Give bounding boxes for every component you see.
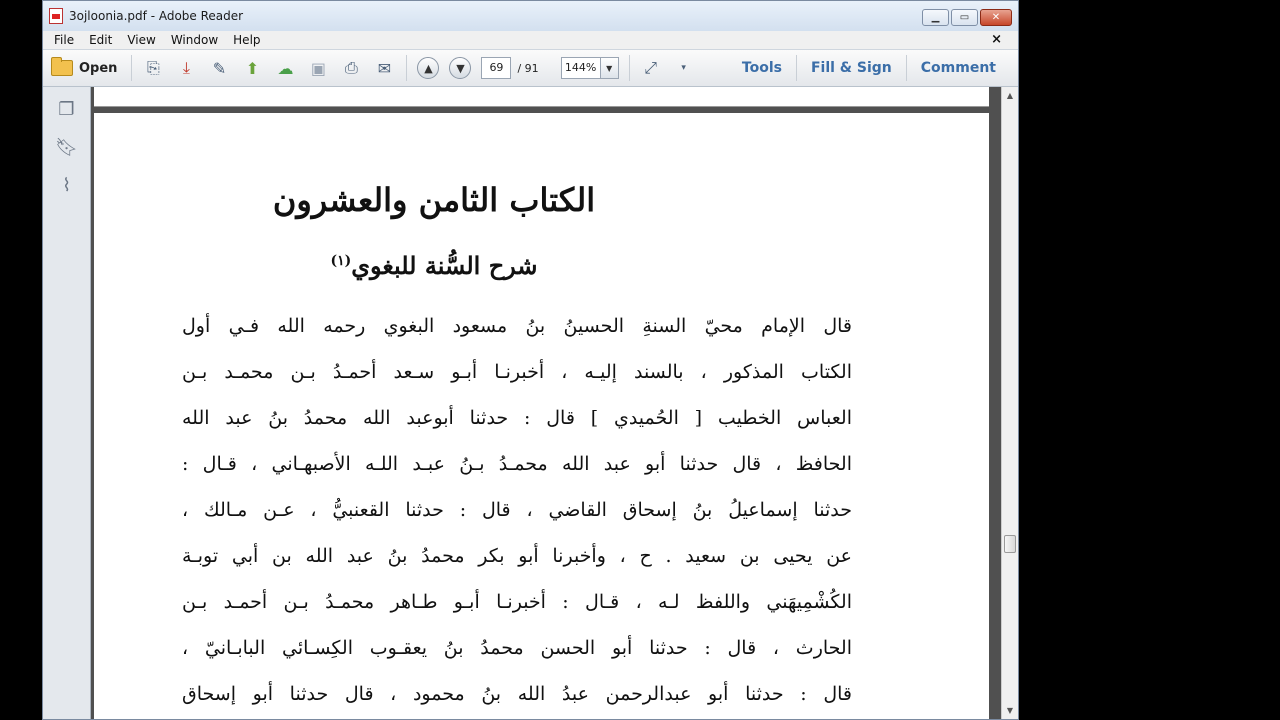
maximize-button[interactable] (951, 9, 978, 26)
adobe-reader-window (42, 0, 1019, 720)
comment-button[interactable]: Comment (906, 55, 1010, 81)
toolbar-divider (629, 55, 630, 81)
minimize-icon: ▁ (931, 12, 940, 23)
menu-view[interactable]: View (127, 33, 156, 47)
export-pdf-icon[interactable]: ⤓ (182, 58, 190, 77)
tools-button[interactable]: Tools (741, 60, 782, 76)
text-line: الحافظ ، قال حدثنا أبو عبد الله محمـدُ بـنُ عبـد اللـه الأصبهـاني ، قـال : (182, 453, 852, 475)
text-line: الحارث ، قال : حدثنا أبو الحسن محمدُ بنُ يعقـوب الكِسـائي البابـانيّ ، (182, 637, 852, 659)
page-title: الكتاب الثامن والعشرون (272, 181, 596, 219)
email-icon[interactable]: ✉ (377, 58, 392, 78)
save-icon[interactable]: ▣ (310, 58, 326, 78)
window-controls (922, 9, 1012, 26)
text-line: الكتاب المذكور ، بالسند إليـه ، أخبرنـا أبـو سـعد أحمـدُ بـن محمـد بـن (182, 361, 852, 383)
task-pane-links (728, 50, 1010, 86)
edit-pdf-icon[interactable]: ✎ (212, 58, 227, 78)
vertical-scrollbar[interactable] (1001, 87, 1018, 719)
zoom-select[interactable] (561, 57, 619, 79)
scroll-down-icon[interactable]: ▼ (1006, 706, 1014, 715)
paperclip-icon[interactable]: ⌇ (62, 174, 71, 196)
toolbar-divider (406, 55, 407, 81)
maximize-icon: ▭ (959, 12, 970, 23)
folder-icon (51, 60, 73, 76)
fit-page-icon[interactable]: ⤢ (644, 58, 658, 77)
arrow-up-icon: ▲ (424, 61, 433, 75)
text-line: الكُشْمِيهَني واللفظ لـه ، قـال : أخبرنـا أبـو طـاهر محمـدُ بـن أحمـد بـن (182, 591, 852, 613)
menu-window[interactable]: Window (170, 33, 219, 47)
bookmark-icon[interactable]: 🔖︎ (55, 136, 78, 158)
document-close-icon[interactable]: × (991, 32, 1002, 47)
close-icon: ✕ (991, 12, 1001, 23)
chevron-down-icon: ▼ (600, 58, 618, 78)
scroll-thumb[interactable] (1004, 535, 1016, 553)
upload-icon[interactable]: ☁ (277, 58, 294, 78)
text-line: عن يحيى بن سعيد . ح ، وأخبرنا أبو بكر محمدُ بنُ عبد الله بن أبي توبـة (182, 545, 852, 567)
previous-page-button[interactable] (417, 57, 439, 79)
previous-page (94, 87, 989, 107)
pages-icon[interactable]: ❐ (58, 98, 75, 120)
toolbar-options-icon[interactable]: ▾ (681, 63, 686, 73)
page-number-input[interactable]: 69 (481, 57, 511, 79)
footnote-marker: (١) (330, 253, 352, 269)
scroll-up-icon[interactable]: ▲ (1006, 91, 1014, 100)
menu-help[interactable]: Help (233, 33, 261, 47)
fill-sign-button[interactable]: Fill & Sign (796, 55, 906, 81)
pdf-file-icon (49, 8, 63, 24)
arrow-down-icon: ▼ (456, 61, 465, 75)
open-label: Open (79, 60, 118, 76)
create-pdf-icon[interactable]: ⎘ (147, 58, 160, 77)
close-button[interactable] (980, 9, 1012, 26)
subtitle-text: شرح السُّنة للبغوي (351, 251, 538, 280)
next-page-button[interactable] (449, 57, 471, 79)
work-area (43, 87, 1018, 719)
pdf-page (94, 113, 989, 719)
text-line: حدثنا إسماعيلُ بنُ إسحاق القاضي ، قال : حدثنا القعنبيُّ ، عـن مـالك ، (182, 499, 852, 521)
body-text (182, 303, 852, 717)
navigation-panel (43, 87, 91, 719)
menu-file[interactable]: File (54, 33, 75, 47)
menu-edit[interactable]: Edit (89, 33, 113, 47)
toolbar (43, 49, 1018, 87)
menu-bar (43, 31, 1018, 49)
page-total: / 91 (517, 61, 539, 75)
window-title: 3ojloonia.pdf - Adobe Reader (69, 9, 244, 23)
minimize-button[interactable] (922, 9, 949, 26)
folder-share-icon[interactable]: ⬆ (245, 58, 260, 78)
text-line: قال الإمام محيّ السنةِ الحسينُ بنُ مسعود البغوي رحمه الله فـي أول (182, 315, 852, 337)
text-line: العباس الخطيب [ الحُميدي ] قال : حدثنا أبوعبد الله محمدُ بنُ عبد الله (182, 407, 852, 429)
text-line: قال : حدثنا أبو عبدالرحمن عبدُ الله بنُ محمود ، قال حدثنا أبو إسحاق (182, 683, 852, 705)
print-icon[interactable]: ⎙ (345, 58, 358, 77)
page-subtitle (94, 251, 774, 280)
open-button[interactable] (51, 55, 132, 81)
title-bar (43, 1, 1018, 31)
zoom-value: 144% (564, 61, 597, 74)
document-view[interactable] (91, 87, 1001, 719)
